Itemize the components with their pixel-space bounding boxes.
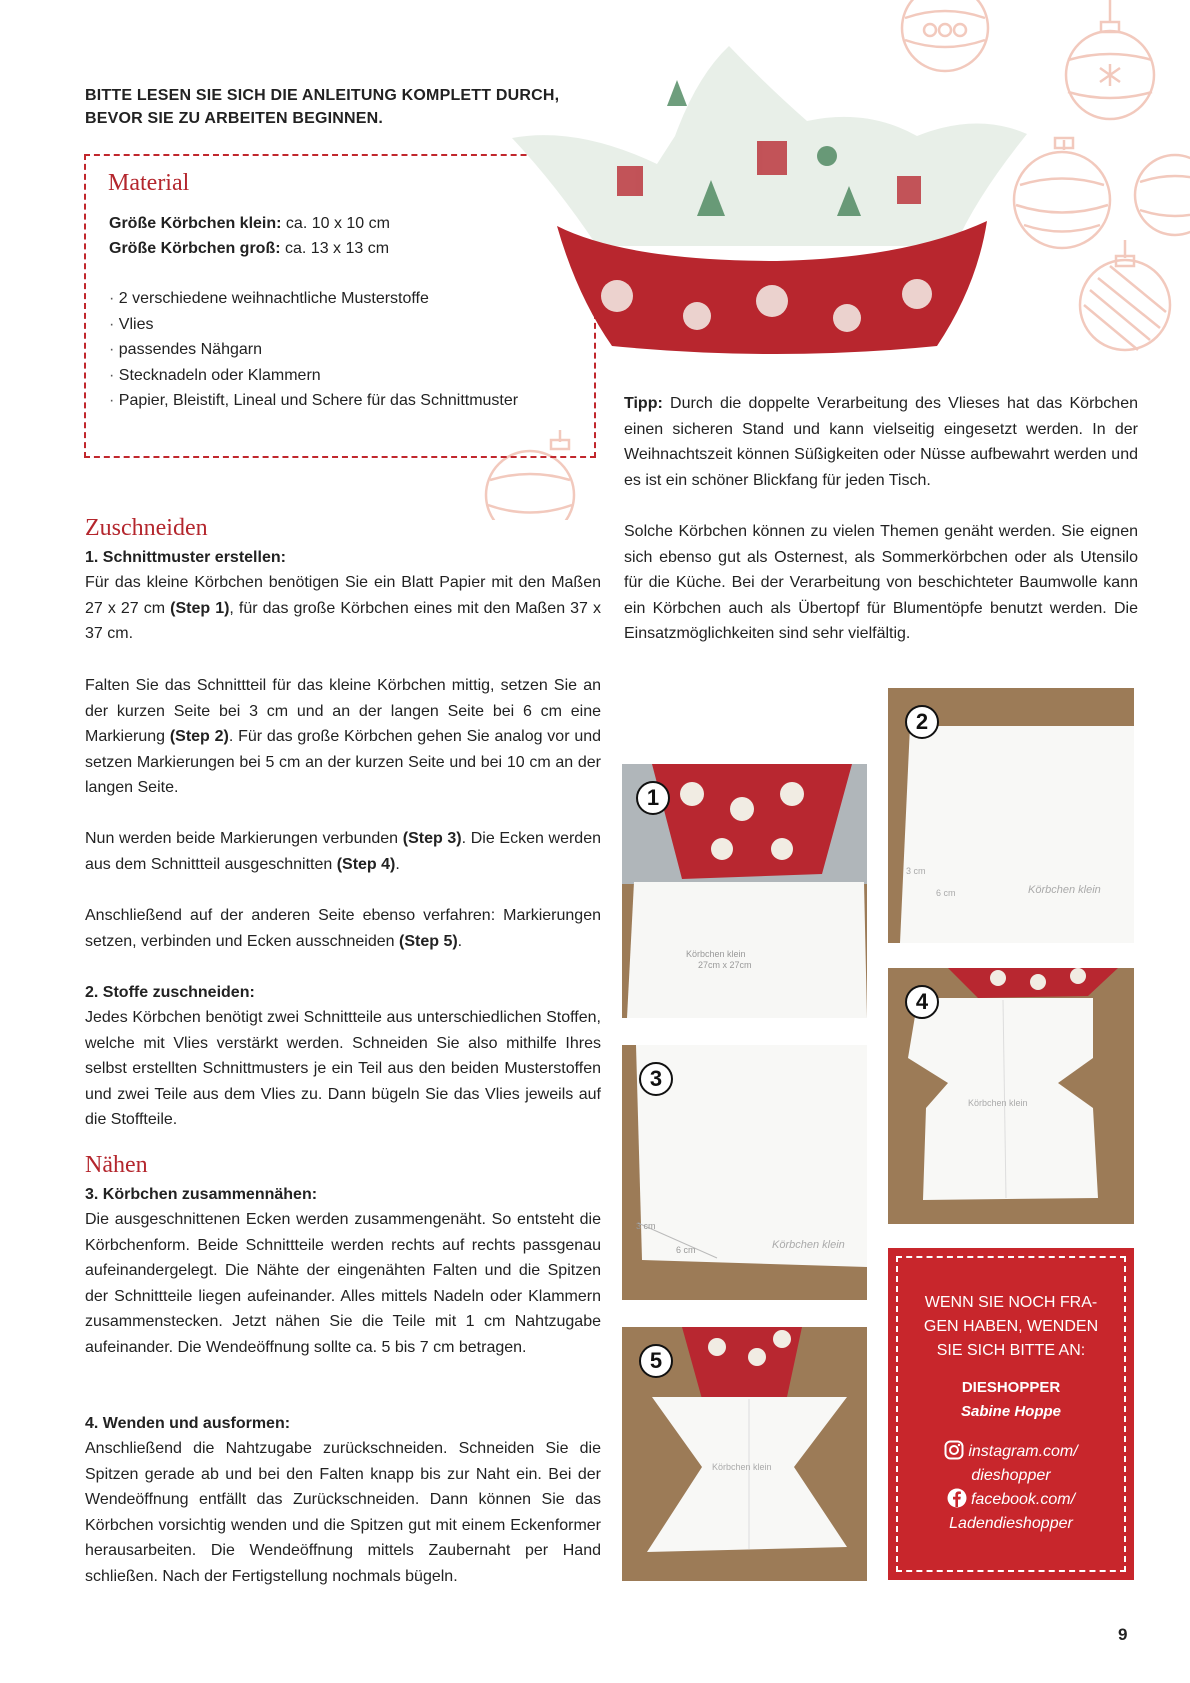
step-3-photo bbox=[622, 1045, 867, 1300]
list-item: · Papier, Bleistift, Lineal und Schere für das Schnittmuster bbox=[109, 388, 518, 414]
contact-brand: DIESHOPPER bbox=[961, 1379, 1061, 1396]
facebook-icon bbox=[947, 1488, 967, 1508]
step3-title: 3. Körbchen zusammennähen: bbox=[85, 1186, 318, 1203]
step-3-note-c: Körbchen klein bbox=[772, 1239, 845, 1251]
size-large bbox=[109, 236, 389, 261]
step5-paragraph bbox=[85, 903, 601, 954]
step-2-photo bbox=[888, 688, 1134, 943]
facebook-link[interactable] bbox=[888, 1488, 1134, 1536]
fabric-bowl-photo bbox=[507, 46, 1032, 362]
instagram-link[interactable] bbox=[888, 1440, 1134, 1488]
text-span: Nun werden beide Markierungen verbunden bbox=[85, 830, 403, 847]
instagram-handle: dieshopper bbox=[971, 1467, 1051, 1484]
instagram-text: instagram.com/ bbox=[968, 1443, 1078, 1460]
step-3-note-a: 3 cm bbox=[636, 1221, 656, 1231]
step-4-badge: 4 bbox=[905, 985, 939, 1019]
step2-paragraph bbox=[85, 673, 601, 801]
naehen-heading: Nähen bbox=[85, 1152, 148, 1178]
size-large-value: ca. 13 x 13 cm bbox=[280, 240, 390, 257]
step3-paragraph bbox=[85, 826, 601, 877]
step-1-photo bbox=[622, 764, 867, 1018]
step-ref: (Step 5) bbox=[399, 932, 458, 950]
step-2-note-c: Körbchen klein bbox=[1028, 884, 1101, 896]
material-heading: Material bbox=[108, 170, 190, 196]
step-2-badge: 2 bbox=[905, 705, 939, 739]
step-ref: (Step 4) bbox=[336, 855, 396, 873]
naehen-paragraph: Die ausgeschnittenen Ecken werden zusammengenäht. So entsteht die Körbchenform. Beide Schnittteile werden rechts auf rechts passgenau aufeinandergelegt. Die Nähte der eingenähten Falten und die Spitzen der Schnittteile liegen aufeinander. Alles mittels Nadeln oder Klammern zusammenstecken. Jetzt nähen Sie die Teile mit 1 cm Nahtzugabe aufeinander. Die Wendeöffnung sollte ca. 5 bis 7 cm betragen. bbox=[85, 1211, 601, 1356]
page-number: 9 bbox=[1118, 1625, 1128, 1644]
step1-title: 1. Schnittmuster erstellen: bbox=[85, 549, 286, 566]
list-item: · passendes Nähgarn bbox=[109, 337, 518, 363]
step-ref: (Step 1) bbox=[170, 599, 230, 617]
step1-paragraph bbox=[85, 570, 601, 647]
zuschneiden-heading: Zuschneiden bbox=[85, 515, 208, 541]
stoffe-paragraph: Jedes Körbchen benötigt zwei Schnittteile aus unterschiedlichen Stoffen, welche mit Vlies verstärkt werden. Schneiden Sie also mithilfe Ihres selbst erstellten Schnittmusters je ein Teil aus den beiden Musterstoffen und zwei Teile aus dem Vlies zu. Dann bügeln Sie das Vlies jeweils auf die Stoffteile. bbox=[85, 1009, 601, 1128]
step-1-note bbox=[686, 949, 752, 971]
contact-box bbox=[888, 1248, 1134, 1580]
step-3-note-b: 6 cm bbox=[676, 1245, 696, 1255]
step-3-badge: 3 bbox=[639, 1062, 673, 1096]
text-span: . bbox=[457, 932, 463, 950]
text-span: Anschließend auf der anderen Seite ebenso verfahren: Markierungen setzen, verbinden und Ecken ausschneiden bbox=[85, 907, 601, 950]
tipp-paragraph-2: Solche Körbchen können zu vielen Themen genäht werden. Sie eignen sich ebenso gut als Osternest, als Sommerkörbchen oder als Utensilo für die Küche. Bei der Verarbeitung von beschichteter Baumwolle kann ein Körbchen auch als Übertopf für Blumentöpfe benutzt werden. Die Einsatzmöglichkeiten sind sehr vielfältig. bbox=[624, 523, 1138, 642]
text-span: Für das kleine Körbchen benötigen Sie ein Blatt Papier mit den Maßen 27 x 27 cm bbox=[85, 574, 601, 617]
step-5-note: Körbchen klein bbox=[712, 1462, 772, 1472]
step-5-photo bbox=[622, 1327, 867, 1581]
step-5-badge: 5 bbox=[639, 1344, 673, 1378]
list-item: · Vlies bbox=[109, 312, 518, 338]
note-text: Körbchen klein bbox=[686, 949, 746, 959]
size-small bbox=[109, 211, 390, 236]
step-ref: (Step 3) bbox=[402, 830, 462, 847]
contact-name: Sabine Hoppe bbox=[960, 1403, 1061, 1420]
text-span: . Für das große Körbchen gehen Sie analog vor und setzen Markierungen bei 5 cm an der kurzen Seite und bei 10 cm an der langen Seite. bbox=[85, 728, 602, 796]
note-text: 27cm x 27cm bbox=[698, 960, 752, 970]
step-4-note: Körbchen klein bbox=[968, 1098, 1028, 1108]
tipp-paragraph bbox=[624, 391, 1138, 493]
step-2-note-a: 3 cm bbox=[906, 866, 926, 876]
text-span: Falten Sie das Schnittteil für das kleine Körbchen mittig, setzen Sie an der kurzen Seite bei 3 cm und an der langen Seite bei 6 cm eine Markierung bbox=[85, 677, 601, 745]
ornament-icon bbox=[1066, 0, 1154, 119]
tipp-text: Durch die doppelte Verarbeitung des Vlieses hat das Körbchen einen sicheren Stand und kann vielseitig eingesetzt werden. In der Weihnachtszeit können Süßigkeiten oder Nüsse aufbewahrt werden und es ist ein schöner Blickfang für jeden Tisch. bbox=[624, 395, 1138, 489]
step-4-photo bbox=[888, 968, 1134, 1224]
step-1-badge: 1 bbox=[636, 781, 670, 815]
ornament-icon bbox=[1135, 155, 1190, 235]
text-span: . Die Ecken werden aus dem Schnittteil ausgeschnitten bbox=[85, 830, 602, 873]
step-ref: (Step 2) bbox=[169, 728, 229, 745]
contact-intro bbox=[888, 1291, 1134, 1363]
facebook-text: facebook.com/ bbox=[970, 1491, 1076, 1508]
step-2-note-b: 6 cm bbox=[936, 888, 956, 898]
size-small-label: Größe Körbchen klein: bbox=[109, 215, 282, 232]
contact-line: WENN SIE NOCH FRA- bbox=[924, 1294, 1098, 1311]
intro-line-2: BEVOR SIE ZU ARBEITEN BEGINNEN. bbox=[85, 110, 384, 127]
contact-line: GEN HABEN, WENDEN bbox=[923, 1318, 1099, 1335]
size-large-label: Größe Körbchen groß: bbox=[109, 240, 281, 257]
facebook-handle: Ladendieshopper bbox=[949, 1515, 1073, 1532]
material-list bbox=[109, 286, 518, 414]
size-small-value: ca. 10 x 10 cm bbox=[281, 215, 390, 232]
list-item: · Stecknadeln oder Klammern bbox=[109, 363, 518, 389]
intro-line-1: BITTE LESEN SIE SICH DIE ANLEITUNG KOMPLETT DURCH, bbox=[85, 87, 560, 104]
text-span: , für das große Körbchen eines mit den Maßen 37 x 37 cm. bbox=[85, 599, 602, 642]
step2-title: 2. Stoffe zuschneiden: bbox=[85, 984, 255, 1001]
tipp-label: Tipp: bbox=[624, 395, 663, 412]
step4-title: 4. Wenden und ausformen: bbox=[85, 1415, 291, 1432]
contact-line: SIE SICH BITTE AN: bbox=[936, 1342, 1086, 1359]
text-span: . bbox=[395, 855, 400, 873]
wenden-paragraph: Anschließend die Nahtzugabe zurückschneiden. Schneiden Sie die Spitzen gerade ab und bei den Falten knapp bis zur Naht ein. Bei der Wendeöffnung entfällt das Zurückschneiden. Dann können Sie das Körbchen vorsichtig wenden und die Spitzen gut mit einem Eckenformer herausarbeiten. Die Wendeöffnung mittels Zaubernaht per Hand schließen. Nach der Fertigstellung nochmals bügeln. bbox=[85, 1440, 601, 1585]
ornament-icon bbox=[1080, 240, 1170, 350]
list-item: · 2 verschiedene weihnachtliche Musterstoffe bbox=[109, 286, 518, 312]
instagram-icon bbox=[944, 1440, 964, 1460]
